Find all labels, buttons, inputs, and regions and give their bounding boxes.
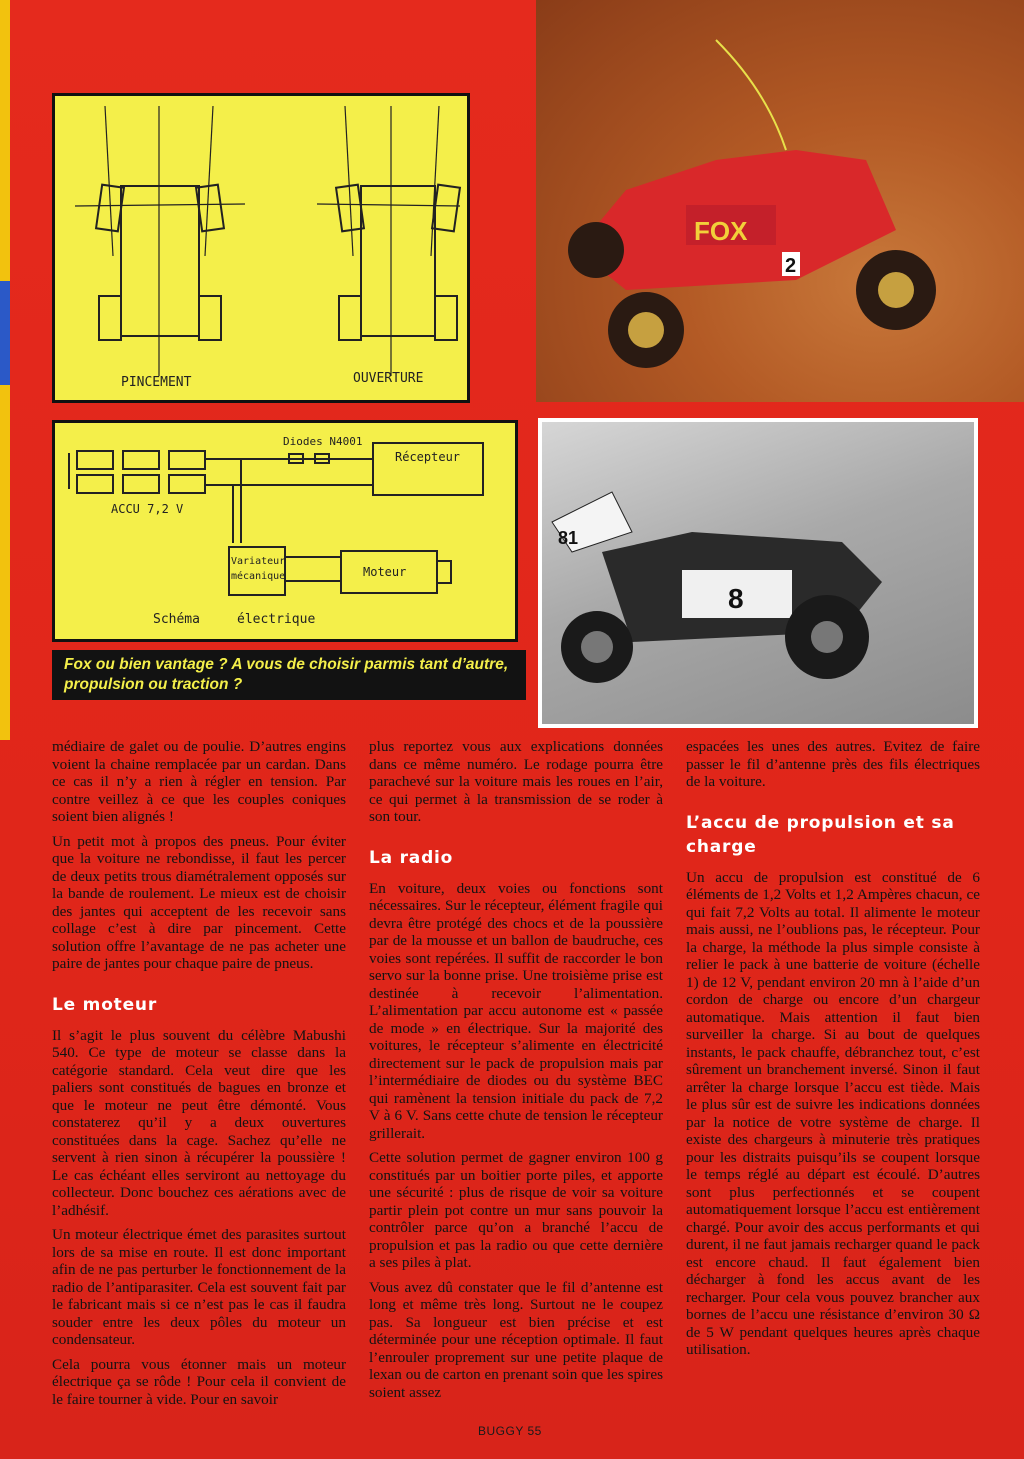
label-pincement: PINCEMENT	[121, 375, 192, 390]
heading-accu-propulsion: L’accu de propulsion et sa charge	[686, 812, 955, 857]
label-ouverture: OUVERTURE	[353, 371, 424, 386]
heading-la-radio: La radio	[369, 847, 454, 868]
steering-drawing	[55, 96, 467, 400]
car-number-2: 2	[785, 255, 797, 277]
label-electrique: électrique	[237, 612, 316, 627]
col3-paragraph-1: espacées les unes des autres. Evitez de faire passer le fil d’antenne près des fils électriques de la voiture.	[686, 738, 980, 790]
photo-caption	[52, 650, 526, 700]
label-battery: ACCU 7,2 V	[111, 502, 184, 516]
col2-paragraph-3: Cette solution permet de gagner environ 100 g constitués par un boitier porte piles, et apporte une sécurité : plus de risque de voir sa voiture partir plein pot contre un mur sans pouvoir la contrôler parce qu’on a branché l’accu de propulsion et pas la radio ou que cette dernière a ses piles à plat.	[369, 1149, 663, 1271]
label-variator-line2: mécanique	[231, 571, 286, 582]
col2-paragraph-4: Vous avez dû constater que le fil d’antenne est long et même très long. Surtout ne le coupez pas. Sa longueur est bien précise et est déterminée pour une réception optimale. Il faut l’enrouler proprement sur une petite plaque de lexan ou de carton en prenant soin que les spires soient assez	[369, 1278, 663, 1401]
text-column-3	[686, 738, 980, 1366]
electrical-diagram	[52, 420, 518, 642]
col1-paragraph-1: médiaire de galet ou de poulie. D’autres engins voient la chaine remplacée par un cardan. Dans ce cas il n’y a rien à régler en tension. Par contre veillez à ce que les couples coniques soient bien alignés !	[52, 738, 346, 825]
color-edge-strip	[0, 0, 10, 740]
car-label-fox: FOX	[694, 216, 748, 246]
col2-paragraph-1: plus reportez vous aux explications données dans ce même numéro. Le rodage pourra être parachevé sur la voiture mais les roues en l’air, ce qui permet à la transmission de se roder à son tour.	[369, 738, 663, 825]
bw-buggy-illustration	[542, 422, 974, 724]
col2-paragraph-2: En voiture, deux voies ou fonctions sont nécessaires. Sur le récepteur, élément fragile qui devra être protégé des chocs et de la poussière par de la mousse et un ballon de baudruche, ces voies sont repérées. Il suffit de raccorder le bon servo sur la bonne prise. Une troisième prise est destinée à recevoir l’alimentation. L’alimentation par accu autonome est « passée de mode » en électrique. Sur la majorité des voitures, le récepteur s’alimente en électricité directement sur le pack de propulsion mais par l’intermédiaire de diodes ou du système BEC qui ramènent la tension initiale du pack de 7,2 V à 6 V. Sans cette chute de tension le récepteur grillerait.	[369, 879, 663, 1142]
col1-paragraph-4: Un moteur électrique émet des parasites surtout lors de sa mise en route. Il est donc important afin de ne pas perturber le fonctionnement de la radio de l’antiparasiter. Cela est souvent fait par le fabricant mais si ce n’est pas le cas il faudra souder entre les deux pôles du moteur un condensateur.	[52, 1226, 346, 1348]
buggy-illustration	[536, 0, 1024, 402]
heading-le-moteur: Le moteur	[52, 994, 158, 1015]
electrical-drawing	[55, 423, 515, 639]
color-photo-buggy	[536, 0, 1024, 402]
steering-diagram	[52, 93, 470, 403]
col1-paragraph-2: Un petit mot à propos des pneus. Pour éviter que la voiture ne rebondisse, il faut les percer de deux petits trous diamétralement opposés sur la bande de roulement. Le mieux est de choisir des jantes qui acceptent de les recevoir sans collage c’est à dire par pincement. Cette solution offre l’avantage de ne pas acheter une paire de jantes pour chaque paire de pneus.	[52, 832, 346, 972]
label-receiver: Récepteur	[395, 450, 461, 464]
col3-paragraph-2: Un accu de propulsion est constitué de 6 éléments de 1,2 Volts et 1,2 Ampères chacun, ce qui fait 7,2 Volts au total. Il alimente le moteur mais aussi, ne l’oublions pas, le récepteur. Pour la charge, la méthode la plus simple consiste à relier le pack à une batterie de voiture (échelle 1) de 12 V, pendant environ 20 mn à l’aide d’un cordon de charge ou encore d’un chargeur automatique. Mais attention il faut bien surveiller la charge. Si au bout de quelques instants, le pack chauffe, débranchez tout, c’est sûrement un branchement inversé. Sinon il faut arrêter la charge lorsque l’accu est tiède. Mais le plus sûr est de suivre les indications données par la notice de votre système de charge. Il existe des chargeurs à minuterie très pratiques pour les distraits puisqu’ils se coupent lorsque le temps réglé au départ est écoulé. D’autres sont plus perfectionnés et se coupent automatiquement lorsque l’accu est entièrement chargé. Pour avoir des accus performants et qui durent, il ne faut jamais recharger quand le pack est encore chaud. Il faut également bien décharger à fond les accus avant de les recharger. Pour cela vous pouvez brancher aux bornes de l’accu une résistance d’environ 30 Ω de 5 W pendant quelques heures après chaque utilisation.	[686, 868, 980, 1358]
caption-text: Fox ou bien vantage ? A vous de choisir parmis tant d’autre, propulsion ou traction ?	[64, 656, 509, 693]
text-column-2	[369, 738, 663, 1408]
wing-number: 81	[558, 528, 579, 548]
page-footer: BUGGY 55	[478, 1424, 542, 1438]
label-motor: Moteur	[363, 565, 407, 579]
col1-paragraph-3: Il s’agit le plus souvent du célèbre Mabushi 540. Ce type de moteur se classe dans la catégorie standard. Cela veut dire que les paliers sont constitués de bagues en bronze et que le moteur ne peut être démonté. Vous constaterez qu’il y a deux ouvertures constituées dans la cage. Sachez qu’elle ne servent à rien sinon à récupérer la poussière ! Le cas échéant elles serviront au nettoyage du collecteur. Donc bouchez ces aérations avec de l’adhésif.	[52, 1026, 346, 1219]
text-column-1	[52, 738, 346, 1415]
label-schema: Schéma	[153, 612, 200, 627]
car-number-8: 8	[728, 583, 744, 614]
col1-paragraph-5: Cela pourra vous étonner mais un moteur électrique ça se rôde ! Pour cela il convient de le faire tourner à vide. Pour en savoir	[52, 1355, 346, 1408]
label-variator-line1: Variateur	[231, 556, 286, 567]
bw-photo-buggy	[538, 418, 978, 728]
label-diodes: Diodes N4001	[283, 435, 363, 448]
